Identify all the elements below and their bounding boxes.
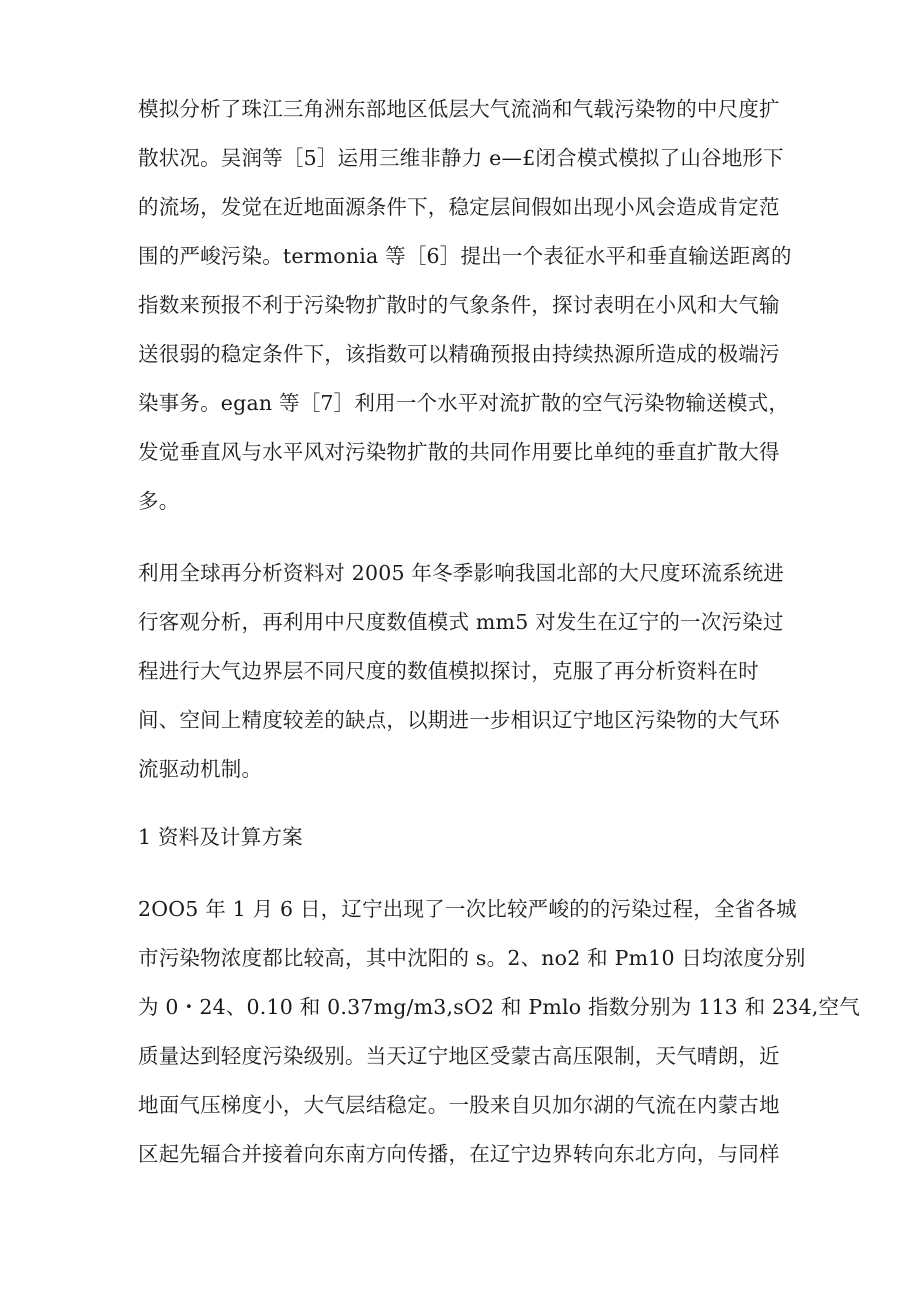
text-line: 行客观分析，再利用中尺度数值模式 mm5 对发生在辽宁的一次污染过 (138, 610, 784, 634)
text-line: 利用全球再分析资料对 2005 年冬季影响我国北部的大尺度环流系统进 (138, 561, 785, 585)
text-line: 模拟分析了珠江三角洲东部地区低层大气流淌和气载污染物的中尺度扩 (138, 97, 780, 121)
text-line: 发觉垂直风与水平风对污染物扩散的共同作用要比单纯的垂直扩散大得 (138, 440, 780, 464)
text-line: 指数来预报不利于污染物扩散时的气象条件，探讨表明在小风和大气输 (138, 293, 780, 317)
text-line: 围的严峻污染。termonia 等［6］提出一个表征水平和垂直输送距离的 (138, 244, 792, 268)
text-line: 2OO5 年 1 月 6 日，辽宁出现了一次比较严峻的的污染过程，全省各城 (138, 897, 797, 921)
text-line: 送很弱的稳定条件下，该指数可以精确预报由持续热源所造成的极端污 (138, 342, 780, 366)
text-line: 市污染物浓度都比较高，其中沈阳的 s。2、no2 和 Pm10 日均浓度分别 (138, 946, 806, 970)
text-line: 为 0・24、0.10 和 0.37mg/m3,sO2 和 Pmlo 指数分别为 113 和 234,空气 (138, 995, 860, 1019)
text-line: 区起先辐合并接着向东南方向传播，在辽宁边界转向东北方向，与同样 (138, 1142, 780, 1166)
text-line: 的流场，发觉在近地面源条件下，稳定层间假如出现小风会造成肯定范 (138, 195, 780, 219)
text-line: 地面气压梯度小，大气层结稳定。一股来自贝加尔湖的气流在内蒙古地 (138, 1093, 780, 1117)
text-line: 染事务。egan 等［7］利用一个水平对流扩散的空气污染物输送模式， (138, 391, 790, 415)
section-heading: 1 资料及计算方案 (138, 825, 303, 849)
text-line: 质量达到轻度污染级别。当天辽宁地区受蒙古高压限制，天气晴朗，近 (138, 1044, 780, 1068)
text-line: 散状况。吴润等［5］运用三维非静力 e—£闭合模式模拟了山谷地形下 (138, 146, 784, 170)
text-line: 程进行大气边界层不同尺度的数值模拟探讨，克服了再分析资料在时 (138, 659, 759, 683)
text-line: 多。 (138, 489, 180, 513)
text-line: 间、空间上精度较差的缺点，以期进一步相识辽宁地区污染物的大气环 (138, 708, 780, 732)
text-line: 流驱动机制。 (138, 757, 263, 781)
